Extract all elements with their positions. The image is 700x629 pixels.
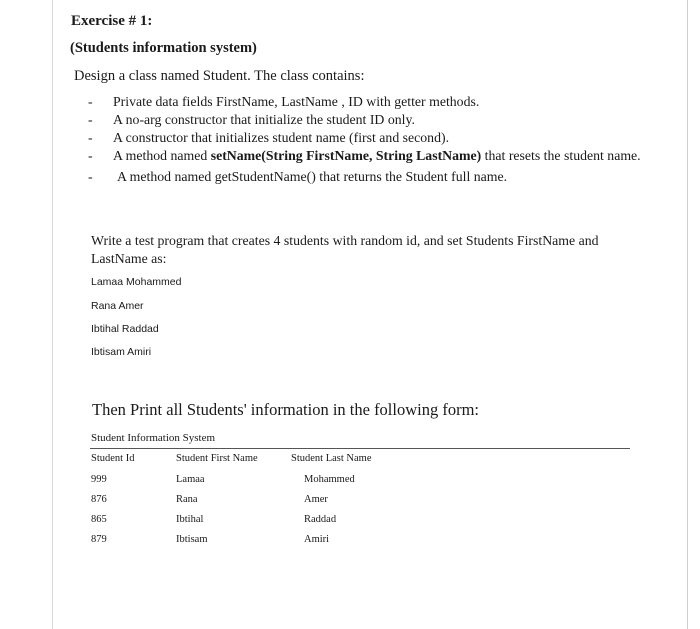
column-header-id: Student Id <box>91 453 135 464</box>
cell-last-name: Mohammed <box>304 474 355 485</box>
test-program-text: Write a test program that creates 4 students with random id, and set Students FirstName and LastName as: <box>91 233 599 266</box>
cell-first-name: Ibtihal <box>176 514 204 525</box>
student-name: Ibtihal Raddad <box>91 323 159 335</box>
exercise-title: Exercise # 1: <box>71 13 153 29</box>
page-edge-left <box>52 0 53 629</box>
list-item-text: Private data fields FirstName, LastName , ID with getter methods. <box>113 94 480 109</box>
list-item-prefix: A method named <box>113 148 211 163</box>
student-name: Ibtisam Amiri <box>91 346 152 358</box>
student-name: Rana Amer <box>91 300 144 312</box>
method-signature: setName(String FirstName, String LastName) <box>210 148 482 163</box>
list-item <box>88 129 648 147</box>
intro-text: Design a class named Student. The class contains: <box>74 68 365 84</box>
cell-first-name: Rana <box>176 494 198 505</box>
list-item-text: A constructor that initializes student name (first and second). <box>113 130 450 145</box>
cell-last-name: Raddad <box>304 514 337 525</box>
list-item-text: A method named getStudentName() that returns the Student full name. <box>117 169 508 184</box>
cell-last-name: Amiri <box>304 534 330 545</box>
print-instruction: Then Print all Students' information in the following form: <box>92 400 480 419</box>
student-name: Lamaa Mohammed <box>91 276 182 288</box>
bullet-dash-icon: - <box>88 148 93 163</box>
list-item <box>88 147 648 165</box>
list-item-suffix: that resets the student name. <box>481 148 641 163</box>
bullet-dash-icon: - <box>88 94 93 109</box>
column-header-first-name: Student First Name <box>176 453 258 464</box>
list-item <box>88 93 648 111</box>
bullet-dash-icon: - <box>88 130 93 145</box>
column-header-last-name: Student Last Name <box>291 453 372 464</box>
table-title: Student Information System <box>91 432 216 444</box>
list-item <box>88 111 648 129</box>
cell-student-id: 865 <box>91 514 107 525</box>
bullet-dash-icon: - <box>88 112 93 127</box>
cell-student-id: 879 <box>91 534 107 545</box>
cell-last-name: Amer <box>304 494 328 505</box>
requirements-list <box>88 93 648 186</box>
bullet-dash-icon: - <box>88 169 93 184</box>
list-item-text <box>113 148 641 163</box>
list-item <box>88 168 648 186</box>
cell-first-name: Lamaa <box>176 474 205 485</box>
cell-student-id: 999 <box>91 474 107 485</box>
list-item-text: A no-arg constructor that initialize the student ID only. <box>113 112 415 127</box>
page-edge-right <box>687 0 688 629</box>
table-divider <box>90 448 630 449</box>
exercise-subtitle: (Students information system) <box>70 40 257 56</box>
cell-first-name: Ibtisam <box>176 534 208 545</box>
cell-student-id: 876 <box>91 494 107 505</box>
